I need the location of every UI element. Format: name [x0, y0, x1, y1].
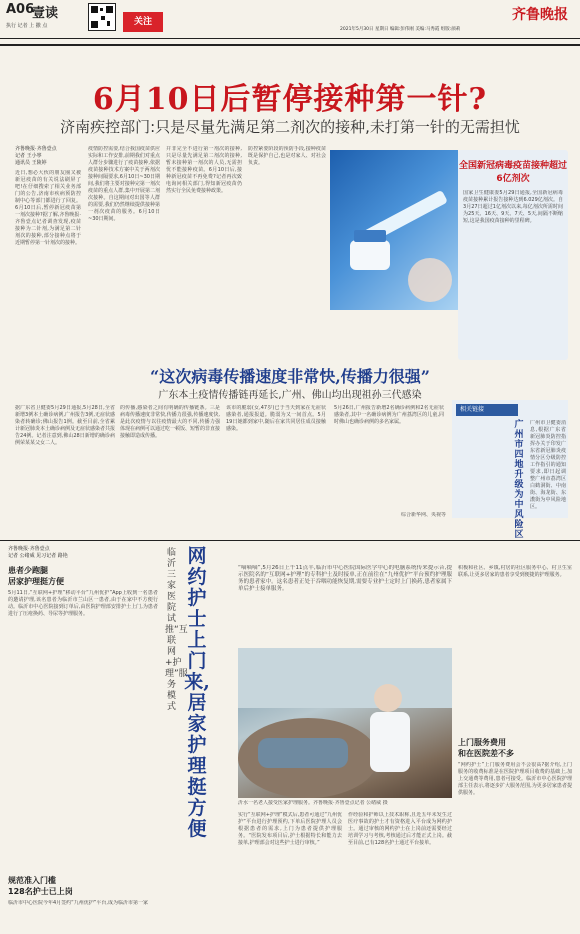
article-lead: “嘀嘀嘀”,5月26日上午11点半,临沂市中心医院国际医学中心的电脑系统传来提示音,提示医院名的“互联网+护理”的专科护士及时接单,正在前往在“九州优护”平台预约护理服务的患者家中。这名患者正处于吞咽功能恢复期,需要专业护士定时上门换药,患者家属下单后护士接单服务。	[238, 565, 452, 592]
byline	[8, 546, 158, 560]
article-column: 临沂市中心医院今年4月签约“九州优护”平台,成为临沂市第一家	[8, 900, 148, 906]
subheadline: 济南疾控部门:只是尽量先满足第二剂次的接种,未打第一针的无需担忧	[60, 118, 520, 136]
qr-code-icon	[88, 3, 116, 31]
source-credit: 综合新华网、央视等	[400, 512, 446, 518]
stats-text: 国家卫生健康委5月29日通报,全国新冠病毒疫苗接种累计报告接种达到6.029亿剂次。自3月27日超过1亿剂次以来,每亿剂次所需时间为25天、16天、9天、7天、5天,间隔不断缩短,这是我国疫苗接种的里程碑。	[463, 190, 563, 224]
section-name: 壹读	[32, 6, 59, 21]
article-column: 5月26日,广州报告新增2名确诊病例和2名无症状感染者,其中一名确诊病例为广州荔湾区的儿童,同时佛山也确诊病例的多名家属。	[334, 405, 444, 425]
article-column: 近日,想必大伙的朋友圈又被新冠疫苗的有关说法刷屏了吧!在仔细搜索了相关业务部门的公告,济南市疾病预防控制中心等部门都进行了回复。6月10日后,暂停新冠疫苗第一剂次接种?据了解,齐鲁晚报·齐鲁壹点记者调查发现,疫苗接种为二针剂,为满足第二针剂次的接种,部分接种点将于近期暂停第一针剂次的接种。	[15, 170, 81, 246]
vertical-subheading: 临沂三家医院试推“互联网+护理”服务模式	[165, 548, 188, 712]
subheading: 患者少跑腿	[8, 566, 48, 575]
dateline: 2021年5月30日 星期日 编辑:彭伟刚 美编:马秀霞 组版:颜莉	[340, 27, 461, 32]
byline-line: 通讯员 王陵婷	[15, 160, 47, 166]
subheading: 和在医院差不多	[458, 749, 514, 758]
article-column: 并非完全不进行第一剂次的接种,只是尽量先满足第二剂次的接种,暂未接种第一剂次的人员,无需担忧不能接种疫苗。6月10日后,接种新冠疫苗不再免费?记者再次致电询问相关部门,得知新冠疫苗仍然实行全民免费接种政策。	[166, 146, 242, 194]
article-column: 该市的脆弱(女,47岁)已于当天到家在无症状感染者,通报报道。脆弱为又一间首点。5月19日她都到家中,随后在家共同居住成员接触感染。	[226, 405, 326, 432]
byline-line: 齐鲁晚报·齐鲁壹点	[15, 146, 57, 152]
headline: 6月10日后暂停接种第一针?	[92, 82, 488, 117]
byline	[15, 146, 85, 167]
byline-line: 记者 王小寧	[15, 153, 42, 159]
stats-title: 全国新冠病毒疫苗接种超过6亿剂次	[458, 161, 567, 184]
article-column: 5月11日,“互联网+护理”移动平台“九州优护”App上收到一名患者的邀请护理,该名患者为临沂市兰山区一患者,由于在家中不方便行动。临沂市中心医院接到订单后,由医院护理部安排护士上门,为患者进行了压疮换药、导尿等护理服务。	[8, 590, 158, 617]
photo-caption: 沂水一名老人接受医家护理服务。齐鲁晚报·齐鲁壹点记者 公绪威 摄	[238, 800, 388, 806]
subheading: 居家护理挺方便	[8, 577, 64, 586]
related-link-tag: 相关链接	[456, 404, 518, 416]
article-column: 的传播,感染者之间有明确的传播链条。三是病毒传播速度非常快,传播力很强,传播速度快,是此次疫情与以往疫情最大的不同,传播力强体现在病例可以通过吃一顿饭、短暂的非直接接触即造成传播。	[120, 405, 220, 439]
article-column: 疫情防控需要,结合我国疫苗供应实际和工作安排,前期我们对重点人群分步骤进行了疫苗接种,依据疫苗接种技术方案中关于两剂次接种间隔要求,6月10日~30日期间,我们将主要对接种完第一剂次疫苗的重点人群,集中开展第二剂次接种。自这期间对出国等人群的需要,我们仍然继续提供接种第一剂次疫苗的服务。6月10日~30日期间。	[88, 146, 160, 222]
subheading: 128名护士已上岗	[8, 887, 73, 896]
article-column: 防控紧要阶段的预防手段,接种疫苗既是保护自己,也是对家人、对社会负责。	[248, 146, 326, 166]
nurse-home-visit-photo	[238, 648, 452, 798]
related-link-text: 广州市卫健委消息,根据广东省新冠肺炎防控指挥办关于印发广东省新冠肺炎疫情分区分级防控工作指引的通知要求,即日起调整广州市荔湾区白鹤洞街、中南街、海龙街、东漖街为中风险地区。	[530, 420, 566, 510]
pullquote-subheading: 广东本土疫情传播链再延长,广州、佛山均出现祖孙三代感染	[158, 390, 422, 401]
article-column: 实行“互联网+护理”模式后,患者可通过“九州优护”平台进行护理预约,下单后医院护理人员会根据患者的需求,上门为患者提供护理服务。“医院发布项目后,护士根据特长和能力去接单,护理部会对这些护士进行审核。”	[238, 812, 342, 846]
vertical-headline: 网约护士上门来,居家护理挺方便	[184, 545, 210, 840]
section-tab-focus: 关注	[123, 12, 163, 32]
page-header	[0, 0, 580, 39]
pullquote-heading: “这次病毒传播速度非常快,传播力很强”	[150, 367, 430, 386]
related-link-heading: 广州市四地升级为中风险区	[514, 420, 524, 540]
article-column: “网约护士”上门服务费用会不会很高?据介绍,上门服务的收费标准是在医院护理项目收费的基础上,加上交通费等费用,患者可接受。临沂市中心医院护理部主任表示,将逐步扩大服务范围,为更多居家患者提供服务。	[458, 762, 572, 796]
article-column: 积极和社区、乡镇,村居的社区服务中心、村卫生室联系,让更多居家的患者享受到便捷的护理服务。	[458, 565, 572, 578]
vaccine-photo	[330, 150, 458, 310]
editor-line: 执行 记者 上 撒 点	[6, 23, 48, 29]
article-column: 据广东省卫健委5月29日通报,5月28日,全省新增3例本土确诊病例,广州报告3例,无症状感染者转确诊;佛山报告1例。截至目前,全省累计新冠肺炎本土确诊病例及无症状感染者共报告24例。记者注意到,佛山28日新增的确诊病例荣某某父女二人。	[15, 405, 115, 446]
article-column: 作经验和护师以上技术职称,且近五年未发生过医疗事故的护士才有资格进入平台成为网约护士。通过审核的网约护士在上岗前还需要经过培训学习与考核,考核通过后才能正式上岗。截至目前,已有128名护士通过平台接单。	[348, 812, 452, 846]
newspaper-logo: 齐鲁晚报	[512, 7, 568, 23]
byline-line: 记者 公绪威 见习记者 路艳	[8, 553, 68, 559]
subheading: 规范准入门槛	[8, 876, 56, 885]
page-number: A06	[6, 2, 35, 17]
subheading: 上门服务费用	[458, 738, 506, 747]
byline-line: 齐鲁晚报·齐鲁壹点	[8, 546, 50, 552]
